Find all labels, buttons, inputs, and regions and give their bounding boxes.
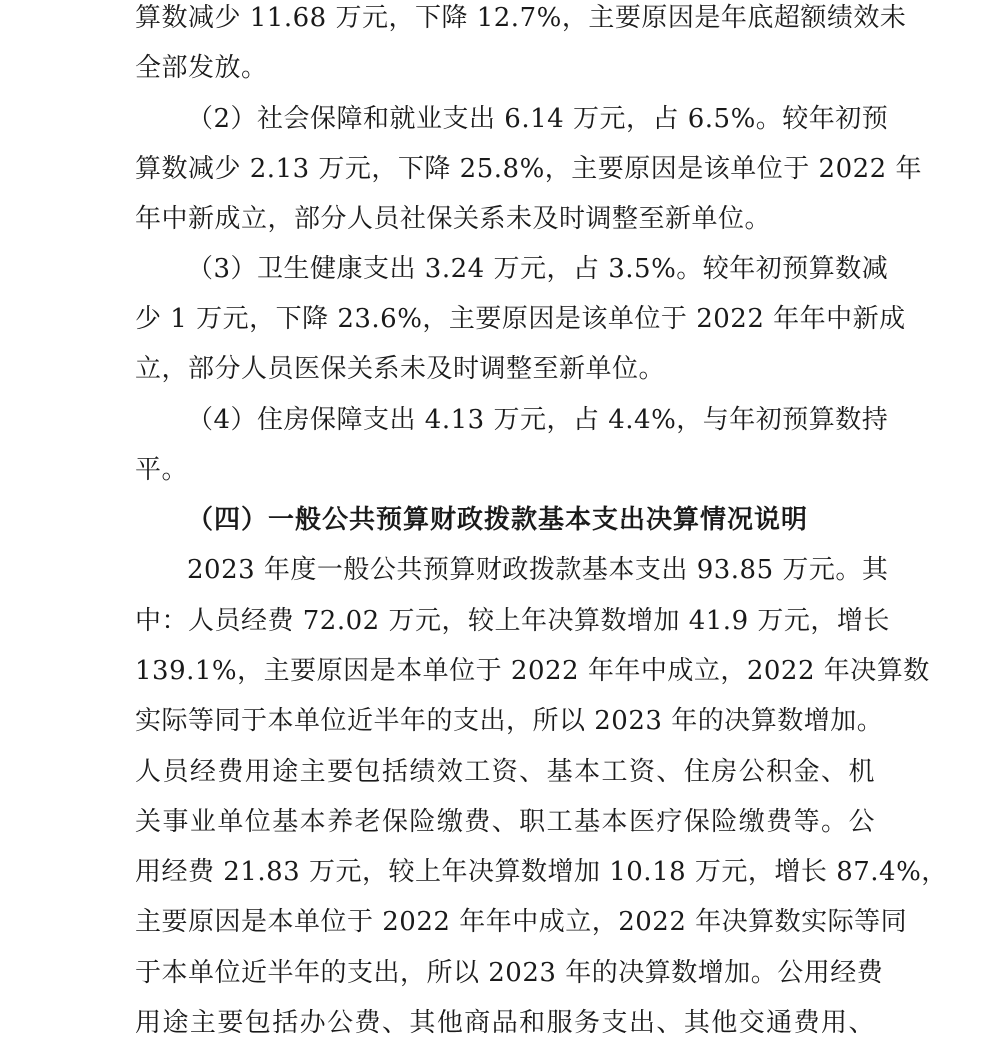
section-heading: （四）一般公共预算财政拨款基本支出决算情况说明 — [187, 505, 809, 535]
text-line: 人员经费用途主要包括绩效工资、基本工资、住房公积金、机 — [135, 757, 875, 787]
text-line: 年中新成立，部分人员社保关系未及时调整至新单位。 — [135, 204, 772, 234]
text-line: 139.1%，主要原因是本单位于 2022 年年中成立，2022 年决算数 — [135, 656, 930, 686]
text-line: 实际等同于本单位近半年的支出，所以 2023 年的决算数增加。 — [135, 706, 884, 736]
text-line: 于本单位近半年的支出，所以 2023 年的决算数增加。公用经费 — [135, 958, 884, 988]
text-line: 主要原因是本单位于 2022 年年中成立，2022 年决算数实际等同 — [135, 907, 908, 937]
text-line: 算数减少 2.13 万元，下降 25.8%，主要原因是该单位于 2022 年 — [135, 154, 922, 184]
text-line: 2023 年度一般公共预算财政拨款基本支出 93.85 万元。其 — [187, 555, 889, 585]
text-line: 全部发放。 — [135, 53, 268, 83]
text-line: 用经费 21.83 万元，较上年决算数增加 10.18 万元，增长 87.4%， — [135, 857, 948, 887]
text-line: 算数减少 11.68 万元，下降 12.7%，主要原因是年底超额绩效未 — [135, 3, 907, 33]
text-line: （4）住房保障支出 4.13 万元，占 4.4%，与年初预算数持 — [187, 405, 889, 435]
text-line: 少 1 万元，下降 23.6%，主要原因是该单位于 2022 年年中新成 — [135, 304, 906, 334]
text-line: 关事业单位基本养老保险缴费、职工基本医疗保险缴费等。公 — [135, 807, 875, 837]
text-line: 立，部分人员医保关系未及时调整至新单位。 — [135, 354, 666, 384]
text-line: （3）卫生健康支出 3.24 万元，占 3.5%。较年初预算数减 — [187, 254, 889, 284]
text-line: 中：人员经费 72.02 万元，较上年决算数增加 41.9 万元，增长 — [135, 606, 890, 636]
text-line: （2）社会保障和就业支出 6.14 万元，占 6.5%。较年初预 — [187, 104, 889, 134]
text-line: 用途主要包括办公费、其他商品和服务支出、其他交通费用、 — [135, 1008, 875, 1038]
text-line: 平。 — [135, 455, 189, 485]
